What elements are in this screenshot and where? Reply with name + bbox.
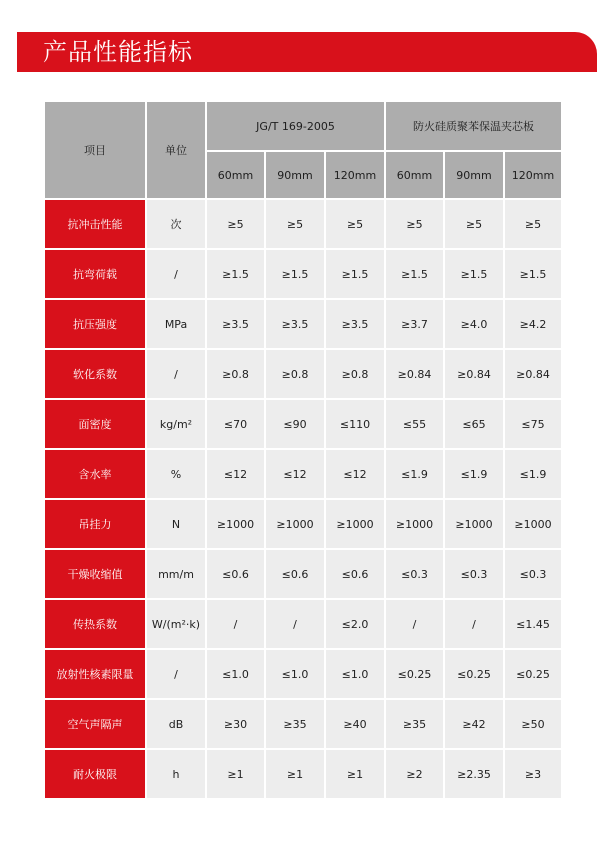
value-cell: ≥5 <box>386 200 443 248</box>
table-row <box>45 550 561 598</box>
value-cell: ≥5 <box>505 200 561 248</box>
page-title: 产品性能指标 <box>43 38 193 66</box>
value-cell: ≥1000 <box>326 500 384 548</box>
row-unit: h <box>147 750 205 798</box>
table-row <box>45 600 561 648</box>
row-label: 传热系数 <box>45 600 145 648</box>
table-body <box>45 200 561 798</box>
value-cell: ≤55 <box>386 400 443 448</box>
table-row <box>45 350 561 398</box>
value-cell: ≤0.3 <box>386 550 443 598</box>
table-row <box>45 500 561 548</box>
row-label: 抗弯荷载 <box>45 250 145 298</box>
header-item: 项目 <box>45 102 145 198</box>
value-cell: ≥3.7 <box>386 300 443 348</box>
value-cell: / <box>266 600 324 648</box>
value-cell: ≤1.0 <box>207 650 264 698</box>
header-group-standard: JG/T 169-2005 <box>207 102 384 150</box>
value-cell: ≥1.5 <box>445 250 503 298</box>
value-cell: ≥1000 <box>505 500 561 548</box>
header-thickness: 90mm <box>266 152 324 198</box>
value-cell: ≥1.5 <box>207 250 264 298</box>
value-cell: ≤12 <box>266 450 324 498</box>
value-cell: ≥5 <box>207 200 264 248</box>
value-cell: ≤75 <box>505 400 561 448</box>
row-label: 空气声隔声 <box>45 700 145 748</box>
header-group-product: 防火硅质聚苯保温夹芯板 <box>386 102 561 150</box>
row-label: 抗压强度 <box>45 300 145 348</box>
value-cell: ≥2.35 <box>445 750 503 798</box>
table-row <box>45 300 561 348</box>
header-thickness: 90mm <box>445 152 503 198</box>
value-cell: ≥50 <box>505 700 561 748</box>
value-cell: ≤12 <box>207 450 264 498</box>
value-cell: ≤2.0 <box>326 600 384 648</box>
value-cell: ≤0.6 <box>207 550 264 598</box>
table-row <box>45 700 561 748</box>
value-cell: ≤0.25 <box>445 650 503 698</box>
row-label: 软化系数 <box>45 350 145 398</box>
value-cell: ≥40 <box>326 700 384 748</box>
table-row <box>45 450 561 498</box>
value-cell: ≤1.0 <box>266 650 324 698</box>
row-unit: N <box>147 500 205 548</box>
row-unit: dB <box>147 700 205 748</box>
value-cell: ≥35 <box>386 700 443 748</box>
value-cell: ≥1.5 <box>266 250 324 298</box>
table-row <box>45 250 561 298</box>
value-cell: ≥0.8 <box>266 350 324 398</box>
value-cell: / <box>386 600 443 648</box>
row-unit: % <box>147 450 205 498</box>
value-cell: ≥4.0 <box>445 300 503 348</box>
value-cell: ≤90 <box>266 400 324 448</box>
row-label: 面密度 <box>45 400 145 448</box>
value-cell: ≥5 <box>445 200 503 248</box>
value-cell: ≥1.5 <box>386 250 443 298</box>
value-cell: ≤1.9 <box>386 450 443 498</box>
value-cell: ≥1000 <box>207 500 264 548</box>
value-cell: ≥1000 <box>445 500 503 548</box>
row-label: 含水率 <box>45 450 145 498</box>
row-label: 抗冲击性能 <box>45 200 145 248</box>
value-cell: ≥1 <box>266 750 324 798</box>
header-unit: 单位 <box>147 102 205 198</box>
value-cell: ≥2 <box>386 750 443 798</box>
row-label: 干燥收缩值 <box>45 550 145 598</box>
value-cell: ≥0.84 <box>386 350 443 398</box>
value-cell: ≥1.5 <box>326 250 384 298</box>
value-cell: ≥42 <box>445 700 503 748</box>
spec-table <box>43 100 563 800</box>
header-thickness: 120mm <box>326 152 384 198</box>
value-cell: ≤0.25 <box>386 650 443 698</box>
value-cell: ≥0.8 <box>326 350 384 398</box>
row-unit: W/(m²·k) <box>147 600 205 648</box>
value-cell: ≤70 <box>207 400 264 448</box>
row-unit: kg/m² <box>147 400 205 448</box>
value-cell: ≥3.5 <box>326 300 384 348</box>
table-row <box>45 400 561 448</box>
value-cell: ≤1.9 <box>505 450 561 498</box>
value-cell: ≥1.5 <box>505 250 561 298</box>
value-cell: ≤0.25 <box>505 650 561 698</box>
value-cell: ≥5 <box>326 200 384 248</box>
value-cell: ≤1.0 <box>326 650 384 698</box>
value-cell: ≤65 <box>445 400 503 448</box>
value-cell: ≤1.45 <box>505 600 561 648</box>
header-thickness: 60mm <box>207 152 264 198</box>
row-unit: / <box>147 350 205 398</box>
value-cell: ≤1.9 <box>445 450 503 498</box>
value-cell: ≤0.3 <box>445 550 503 598</box>
value-cell: ≥1 <box>207 750 264 798</box>
header-thickness: 120mm <box>505 152 561 198</box>
value-cell: ≥5 <box>266 200 324 248</box>
title-banner <box>17 32 597 72</box>
value-cell: ≥3 <box>505 750 561 798</box>
header-thickness: 60mm <box>386 152 443 198</box>
row-unit: / <box>147 250 205 298</box>
value-cell: / <box>207 600 264 648</box>
value-cell: ≥0.8 <box>207 350 264 398</box>
row-label: 耐火极限 <box>45 750 145 798</box>
value-cell: / <box>445 600 503 648</box>
row-unit: mm/m <box>147 550 205 598</box>
value-cell: ≥0.84 <box>505 350 561 398</box>
table-row <box>45 750 561 798</box>
row-unit: / <box>147 650 205 698</box>
value-cell: ≤0.6 <box>266 550 324 598</box>
header-row <box>45 102 561 150</box>
value-cell: ≥35 <box>266 700 324 748</box>
value-cell: ≤110 <box>326 400 384 448</box>
value-cell: ≥1000 <box>386 500 443 548</box>
table-row <box>45 200 561 248</box>
value-cell: ≥30 <box>207 700 264 748</box>
value-cell: ≤0.6 <box>326 550 384 598</box>
value-cell: ≥0.84 <box>445 350 503 398</box>
value-cell: ≥3.5 <box>207 300 264 348</box>
row-label: 放射性核素限量 <box>45 650 145 698</box>
row-unit: 次 <box>147 200 205 248</box>
row-label: 吊挂力 <box>45 500 145 548</box>
value-cell: ≥3.5 <box>266 300 324 348</box>
table-row <box>45 650 561 698</box>
value-cell: ≥1000 <box>266 500 324 548</box>
value-cell: ≤0.3 <box>505 550 561 598</box>
value-cell: ≥1 <box>326 750 384 798</box>
value-cell: ≥4.2 <box>505 300 561 348</box>
row-unit: MPa <box>147 300 205 348</box>
value-cell: ≤12 <box>326 450 384 498</box>
